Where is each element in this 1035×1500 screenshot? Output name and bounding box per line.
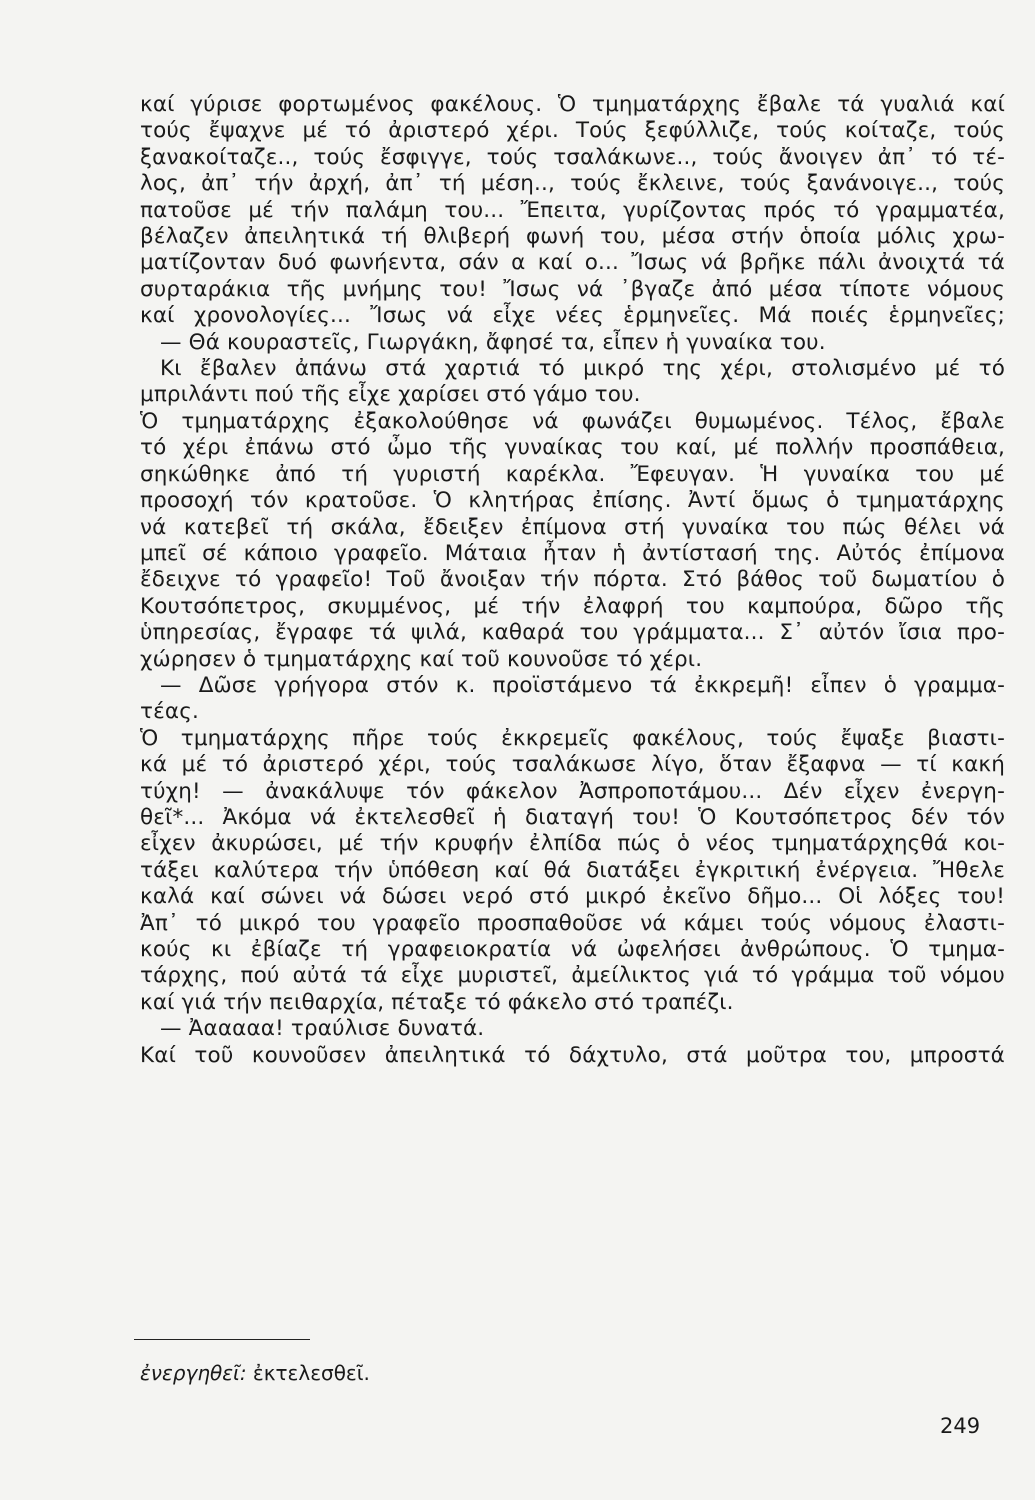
text-line: Κι ἔβαλεν ἀπάνω στά χαρτιά τό μικρό της χέρι, στολισμένο μέ τό xyxy=(160,356,1005,382)
text-line: Ἀπ᾿ τό μικρό του γραφεῖο προσπαθοῦσε νά κάμει τούς νόμους ἐλαστι- xyxy=(140,910,1005,936)
text-line: εἶχεν ἀκυρώσει, μέ τήν κρυφήν ἐλπίδα πώς ὁ νέος τμηματάρχηςθά κοι- xyxy=(140,831,1005,857)
text-line: πατοῦσε μέ τήν παλάμη του... Ἔπειτα, γυρίζοντας πρός τό γραμματέα, xyxy=(140,197,1005,223)
text-line: τούς ἔψαχνε μέ τό ἀριστερό χέρι. Τούς ξεφύλλιζε, τούς κοίταζε, τούς xyxy=(140,118,1005,144)
text-line: — Δῶσε γρήγορα στόν κ. προϊστάμενο τά ἐκκρεμῆ! εἶπεν ὁ γραμμα- xyxy=(160,672,1005,698)
text-line: κούς κι ἐβίαζε τή γραφειοκρατία νά ὠφελήσει ἀνθρώπους. Ὁ τμημα- xyxy=(140,937,1005,962)
text-line: σηκώθηκε ἀπό τή γυριστή καρέκλα. Ἔφευγαν. Ἡ γυναίκα του μέ xyxy=(140,461,1005,487)
text-line: Κουτσόπετρος, σκυμμένος, μέ τήν ἐλαφρή του καμπούρα, δῶρο τῆς xyxy=(140,593,1005,619)
text-line: τό χέρι ἐπάνω στό ὦμο τῆς γυναίκας του καί, μέ πολλήν προσπάθεια, xyxy=(140,435,1005,461)
text-line: τύχη! — ἀνακάλυψε τόν φάκελον Ἀσπροποτάμου... Δέν εἶχεν ἐνεργη- xyxy=(140,778,1005,804)
footnote-term: ἐνεργηθεῖ: xyxy=(140,1361,247,1385)
text-line: ξανακοίταζε.., τούς ἔσφιγγε, τούς τσαλάκωνε.., τούς ἄνοιγεν ἀπ᾿ τό τέ- xyxy=(140,144,1005,170)
text-line: — Θά κουραστεῖς, Γιωργάκη, ἄφησέ τα, εἶπεν ἡ γυναίκα του. xyxy=(160,329,826,355)
text-line: καί γιά τήν πειθαρχία, πέταξε τό φάκελο στό τραπέζι. xyxy=(140,989,734,1015)
text-line: ματίζονταν δυό φωνήεντα, σάν α καί ο... Ἴσως νά βρῆκε πάλι ἀνοιχτά τά xyxy=(140,250,1005,276)
text-line: τέας. xyxy=(140,699,199,725)
text-line: καλά καί σώνει νά δώσει νερό στό μικρό ἐκεῖνο δῆμο... Οἱ λόξες του! xyxy=(140,884,1005,910)
text-line: χώρησεν ὁ τμηματάρχης καί τοῦ κουνοῦσε τό χέρι. xyxy=(140,646,703,672)
text-line: προσοχή τόν κρατοῦσε. Ὁ κλητήρας ἐπίσης. Ἀντί ὅμως ὁ τμηματάρχης xyxy=(140,488,1005,514)
text-line: καί χρονολογίες... Ἴσως νά εἶχε νέες ἑρμηνεῖες. Μά ποιές ἑρμηνεῖες; xyxy=(140,303,1005,329)
text-line: Ὁ τμηματάρχης ἐξακολούθησε νά φωνάζει θυμωμένος. Τέλος, ἔβαλε xyxy=(140,408,1005,434)
text-line: ἔδειχνε τό γραφεῖο! Τοῦ ἄνοιξαν τήν πόρτα. Στό βάθος τοῦ δωματίου ὁ xyxy=(140,567,1005,593)
page-number: 249 xyxy=(940,1414,981,1438)
text-line: κά μέ τό ἀριστερό χέρι, τούς τσαλάκωσε λίγο, ὅταν ἔξαφνα — τί κακή xyxy=(140,752,1005,778)
text-line: μπριλάντι πού τῆς εἶχε χαρίσει στό γάμο του. xyxy=(140,382,641,408)
text-line: τάξει καλύτερα τήν ὑπόθεση καί θά διατάξει ἐγκριτική ἐνέργεια. Ἤθελε xyxy=(140,857,1005,883)
text-line: συρταράκια τῆς μνήμης του! Ἴσως νά ᾿βγαζε ἀπό μέσα τίποτε νόμους xyxy=(140,276,1005,302)
footnote-separator xyxy=(134,1339,310,1340)
footnote-definition: ἐκτελεσθεῖ. xyxy=(252,1361,370,1385)
text-line: λος, ἀπ᾿ τήν ἀρχή, ἀπ᾿ τή μέση.., τούς ἔκλεινε, τούς ξανάνοιγε.., τούς xyxy=(140,171,1005,197)
body-text xyxy=(140,92,1005,1069)
text-line: νά κατεβεῖ τή σκάλα, ἔδειξεν ἐπίμονα στή γυναίκα του πώς θέλει νά xyxy=(140,514,1005,540)
text-line: βέλαζεν ἀπειλητικά τή θλιβερή φωνή του, μέσα στήν ὁποία μόλις χρω- xyxy=(140,224,1005,250)
footnote xyxy=(140,1360,370,1386)
text-line: Καί τοῦ κουνοῦσεν ἀπειλητικά τό δάχτυλο, στά μοῦτρα του, μπροστά xyxy=(140,1042,1005,1068)
text-line: μπεῖ σέ κάποιο γραφεῖο. Μάταια ἦταν ἡ ἀντίστασή της. Αὐτός ἐπίμονα xyxy=(140,540,1005,566)
text-line: — Ἀααααα! τραύλισε δυνατά. xyxy=(160,1016,485,1042)
text-line: τάρχης, πού αὐτά τά εἶχε μυριστεῖ, ἀμείλικτος γιά τό γράμμα τοῦ νόμου xyxy=(140,963,1005,989)
text-line: καί γύρισε φορτωμένος φακέλους. Ὁ τμηματάρχης ἔβαλε τά γυαλιά καί xyxy=(140,92,1005,117)
text-line: θεῖ*... Ἀκόμα νά ἐκτελεσθεῖ ἡ διαταγή του! Ὁ Κουτσόπετρος δέν τόν xyxy=(140,804,1005,830)
text-line: Ὁ τμηματάρχης πῆρε τούς ἐκκρεμεῖς φακέλους, τούς ἔψαξε βιαστι- xyxy=(140,725,1005,751)
text-line: ὑπηρεσίας, ἔγραφε τά ψιλά, καθαρά του γράμματα... Σ᾿ αὐτόν ἴσια προ- xyxy=(140,620,1005,646)
